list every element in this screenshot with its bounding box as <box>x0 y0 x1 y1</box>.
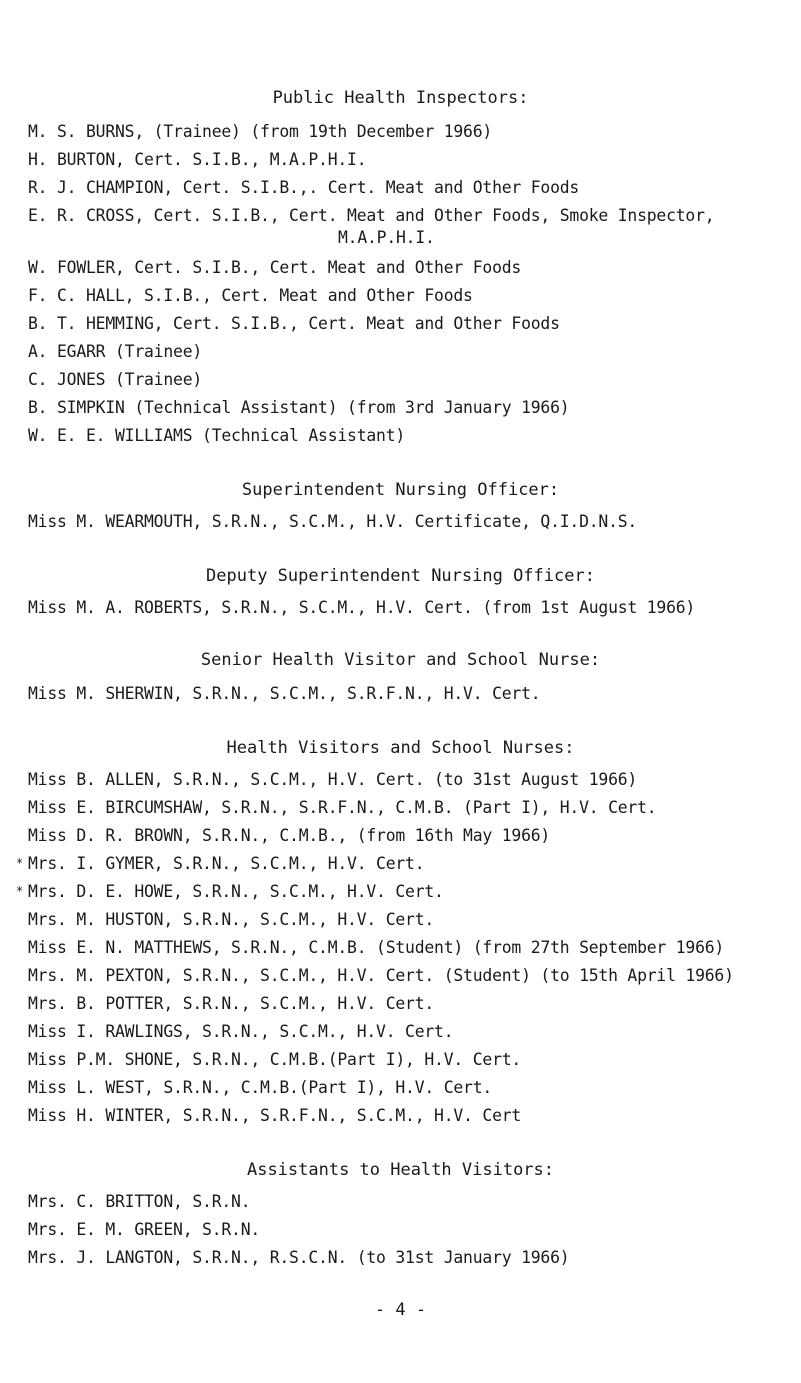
staff-line: Miss P.M. SHONE, S.R.N., C.M.B.(Part I), H.V. Cert. <box>28 1050 522 1069</box>
staff-line: Mrs. M. PEXTON, S.R.N., S.C.M., H.V. Cert. (Student) (to 15th April 1966) <box>28 966 734 985</box>
staff-line: M. S. BURNS, (Trainee) (from 19th December 1966) <box>28 122 493 141</box>
staff-line: Mrs. M. HUSTON, S.R.N., S.C.M., H.V. Cert. <box>28 910 435 929</box>
staff-line: Mrs. D. E. HOWE, S.R.N., S.C.M., H.V. Cert. <box>28 882 444 901</box>
section-heading-senior-health-visitor: Senior Health Visitor and School Nurse: <box>200 650 601 670</box>
asterisk-marker: * <box>16 856 24 870</box>
staff-line: Mrs. I. GYMER, S.R.N., S.C.M., H.V. Cert. <box>28 854 425 873</box>
staff-line: R. J. CHAMPION, Cert. S.I.B.,. Cert. Meat and Other Foods <box>28 178 580 197</box>
staff-line: Mrs. B. POTTER, S.R.N., S.C.M., H.V. Cert. <box>28 994 435 1013</box>
section-heading-health-visitors: Health Visitors and School Nurses: <box>226 738 575 758</box>
staff-line: A. EGARR (Trainee) <box>28 342 203 361</box>
staff-line: C. JONES (Trainee) <box>28 370 203 389</box>
staff-line: Miss M. SHERWIN, S.R.N., S.C.M., S.R.F.N., H.V. Cert. <box>28 684 541 703</box>
asterisk-marker: * <box>16 884 24 898</box>
staff-line: Miss M. A. ROBERTS, S.R.N., S.C.M., H.V. Cert. (from 1st August 1966) <box>28 598 696 617</box>
staff-line: E. R. CROSS, Cert. S.I.B., Cert. Meat and Other Foods, Smoke Inspector, <box>28 206 715 225</box>
staff-line: H. BURTON, Cert. S.I.B., M.A.P.H.I. <box>28 150 367 169</box>
staff-line: B. SIMPKIN (Technical Assistant) (from 3rd January 1966) <box>28 398 570 417</box>
staff-line: Mrs. E. M. GREEN, S.R.N. <box>28 1220 261 1239</box>
page-number: - 4 - <box>374 1300 427 1320</box>
section-heading-superintendent-nursing-officer: Superintendent Nursing Officer: <box>241 480 560 500</box>
staff-line: Miss H. WINTER, S.R.N., S.R.F.N., S.C.M., H.V. Cert <box>28 1106 522 1125</box>
section-heading-assistants: Assistants to Health Visitors: <box>246 1160 555 1180</box>
staff-line: Miss L. WEST, S.R.N., C.M.B.(Part I), H.V. Cert. <box>28 1078 493 1097</box>
staff-line-continuation: M.A.P.H.I. <box>338 228 435 247</box>
staff-line: Mrs. C. BRITTON, S.R.N. <box>28 1192 251 1211</box>
staff-line: Miss M. WEARMOUTH, S.R.N., S.C.M., H.V. Certificate, Q.I.D.N.S. <box>28 512 638 531</box>
staff-line: Miss E. N. MATTHEWS, S.R.N., C.M.B. (Student) (from 27th September 1966) <box>28 938 725 957</box>
staff-line: F. C. HALL, S.I.B., Cert. Meat and Other Foods <box>28 286 473 305</box>
staff-line: W. FOWLER, Cert. S.I.B., Cert. Meat and Other Foods <box>28 258 522 277</box>
section-heading-public-health-inspectors: Public Health Inspectors: <box>272 88 529 108</box>
staff-line: B. T. HEMMING, Cert. S.I.B., Cert. Meat and Other Foods <box>28 314 560 333</box>
staff-line: Miss B. ALLEN, S.R.N., S.C.M., H.V. Cert. (to 31st August 1966) <box>28 770 638 789</box>
section-heading-deputy-superintendent-nursing-officer: Deputy Superintendent Nursing Officer: <box>206 566 595 586</box>
staff-line: Miss D. R. BROWN, S.R.N., C.M.B., (from 16th May 1966) <box>28 826 551 845</box>
staff-line: Mrs. J. LANGTON, S.R.N., R.S.C.N. (to 31st January 1966) <box>28 1248 570 1267</box>
staff-line: Miss E. BIRCUMSHAW, S.R.N., S.R.F.N., C.M.B. (Part I), H.V. Cert. <box>28 798 657 817</box>
staff-line: W. E. E. WILLIAMS (Technical Assistant) <box>28 426 406 445</box>
staff-line: Miss I. RAWLINGS, S.R.N., S.C.M., H.V. Cert. <box>28 1022 454 1041</box>
